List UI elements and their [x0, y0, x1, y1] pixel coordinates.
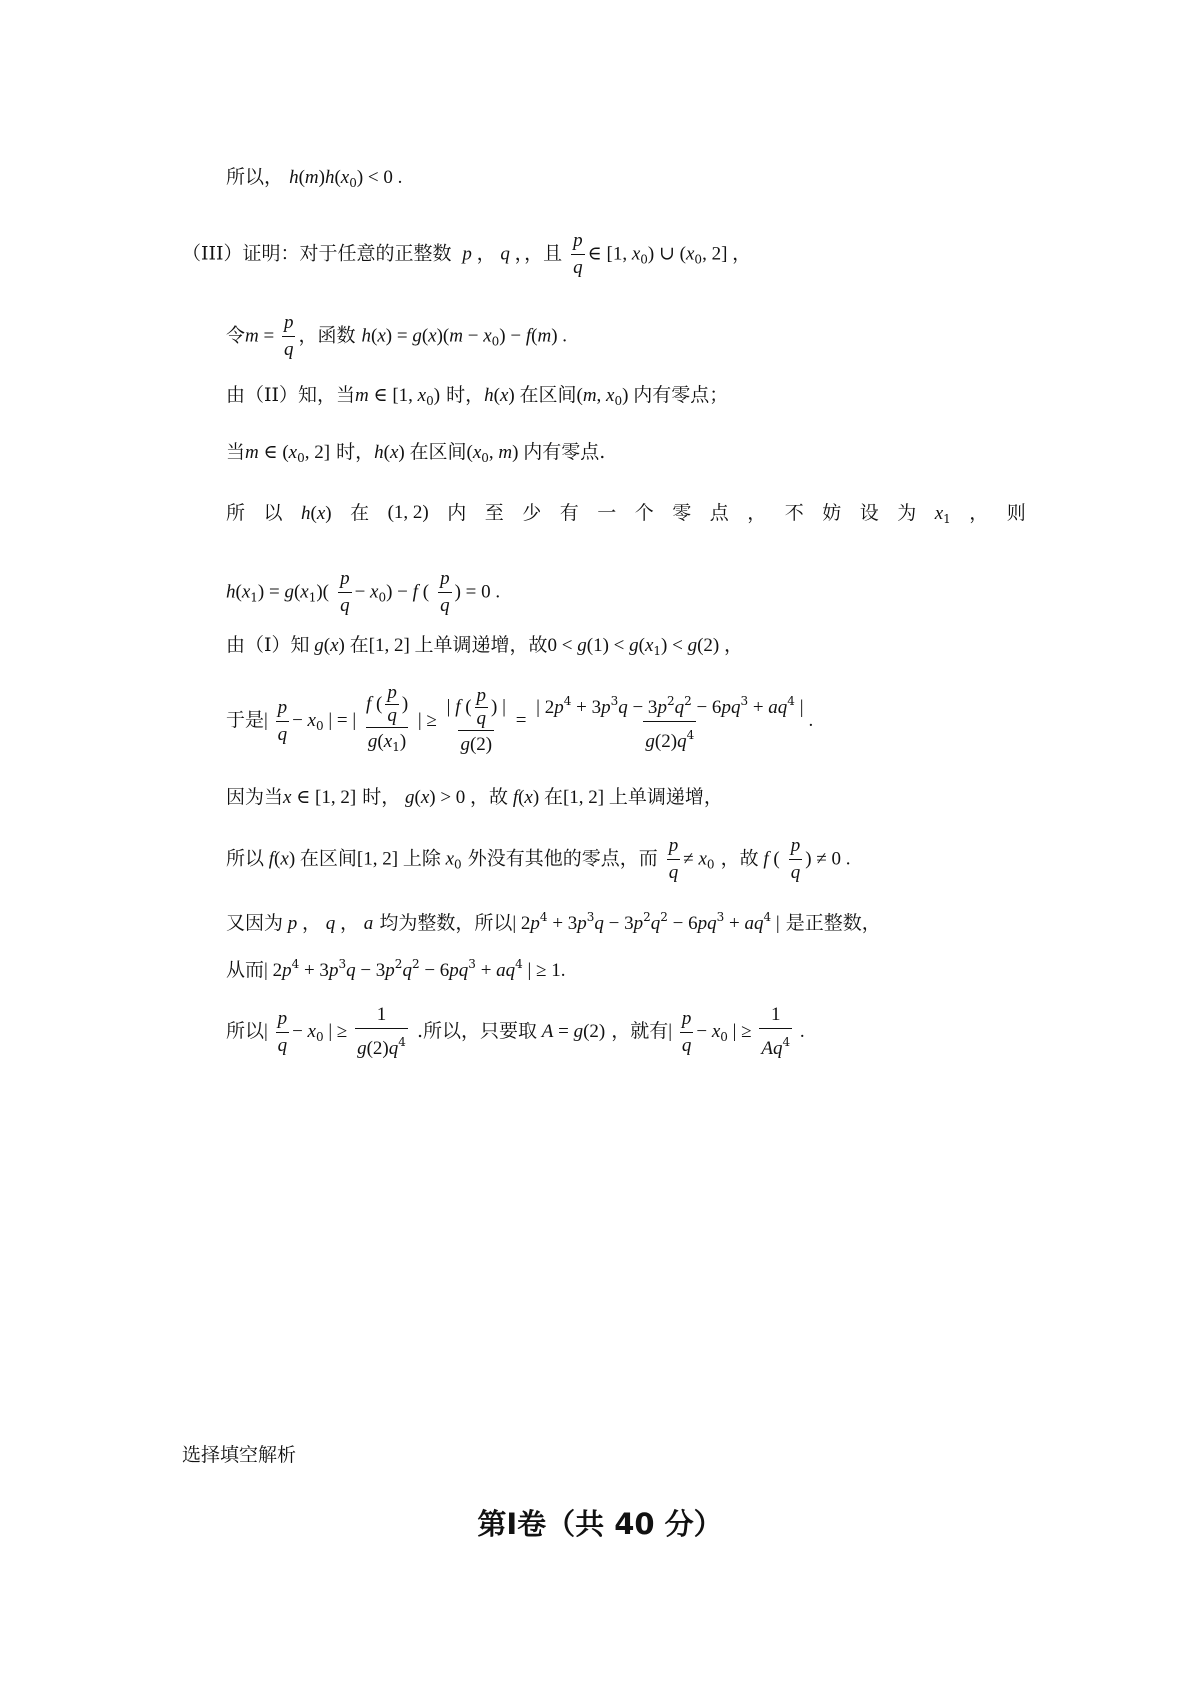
fraction: $\frac{p}{q}$ — [277, 1007, 288, 1056]
text: 于是 — [226, 709, 265, 731]
text: 因为当 — [226, 786, 284, 808]
text: 点 — [709, 502, 729, 524]
line-3: 令m = $\frac{p}{q}$ ，函数 $h(x) = g(x)(m - x_0) - f(m)$ . — [226, 312, 568, 360]
text: 在区间 — [519, 384, 577, 406]
text: 所以 — [226, 1020, 265, 1042]
text: 零 — [672, 502, 692, 524]
fraction: $\frac{| 2p^4 + 3p^3q - 3p^2q^2 - 6pq^3 + aq^4 |}{g(2)q^4}$ — [536, 693, 804, 752]
text: 时， — [446, 384, 485, 406]
text: 内有零点. — [523, 441, 606, 463]
text: 有 — [559, 502, 579, 524]
text: 则 — [1006, 502, 1026, 524]
fraction: $\frac{p}{q}$ — [283, 312, 294, 360]
text: 在 — [350, 502, 370, 524]
text: ，就有 — [611, 1020, 669, 1042]
fraction: f ( $\frac{p}{q}$ ) $g(x_1)$ — [364, 684, 410, 758]
text: 由（I）知 — [226, 634, 310, 656]
line-5: 当m ∈ ($x_0$, 2] 时，h(x) 在区间($x_0$, m) 内有零点. — [226, 441, 606, 465]
text: 在 — [349, 634, 369, 656]
text: 妨 — [822, 502, 842, 524]
text: 又因为 — [226, 912, 284, 934]
formula: h — [289, 167, 299, 188]
fraction: $\frac{p}{q}$ — [681, 1007, 692, 1056]
text: 上单调递增， — [608, 786, 723, 808]
text: 设 — [859, 502, 879, 524]
text: .所以，只要取 — [416, 1020, 537, 1042]
line-4: 由（II）知，当m ∈ [1, $x_0$) 时，h(x) 在区间(m, $x_0$) 内有零点； — [226, 384, 729, 408]
text: 由（II）知，当 — [226, 384, 356, 406]
section-label: 选择填空解析 — [182, 1444, 297, 1466]
text: 以 — [263, 502, 283, 524]
line-7: $h(x_1) = g(x_1)$( $\frac{p}{q}$ − $x_0) - f$ ( $\frac{p}{q}$ ) = 0 . — [226, 568, 501, 616]
volume-title: 第Ⅰ卷（共 40 分） — [477, 1507, 723, 1541]
line-12: 又因为 p ， q ， a 均为整数，所以| $2p^4 + 3p^3q - 3p^2q^2 - 6pq^3 + aq^4$ | 是正整数， — [226, 910, 881, 934]
text: 上单调递增，故 — [414, 634, 548, 656]
text: 内 — [447, 502, 467, 524]
line-10: 因为当x ∈ [1, 2] 时， g(x) > 0 ，故 f(x) 在[1, 2] 上单调递增， — [226, 786, 723, 808]
fraction: $\frac{p}{q}$ — [277, 696, 288, 745]
line-1: 所以， $h(m)h(x_0) < 0$ . — [226, 166, 403, 190]
text: 时， — [362, 786, 401, 808]
text: 在区间 — [409, 441, 467, 463]
line-8: 由（I）知 g(x) 在[1, 2] 上单调递增，故$0 < g(1) < g(x_1) < g(2)$ ， — [226, 634, 743, 658]
text: 不 — [784, 502, 804, 524]
formula: $x_1$ — [934, 503, 951, 526]
fraction: $\frac{p}{q}$ — [340, 568, 350, 616]
text: 一 — [597, 502, 617, 524]
line-9: 于是| $\frac{p}{q}$ − $x_0$ | = | f ( $\frac{p}{q}$ ) $g(x_1)$ | ≥ | f ( $\frac{p}{q}$ ) | g(2) = $\frac{| 2p^4 + 3p^3q - 3p^2q^2 - 6pq^3 + aq^4 |}{g(2)q^4}$ . — [226, 684, 1026, 758]
text: 在区间 — [299, 847, 357, 870]
text: （III）证明：对于任意的正整数 — [182, 242, 452, 265]
line-11: 所以 f(x) 在区间[1, 2] 上除 $x_0$ 外没有其他的零点，而 $\frac{p}{q}$ ≠ $x_0$ ，故 f ( $\frac{p}{q}$ ) ≠ 0 . — [226, 835, 851, 883]
fraction: $\frac{p}{q}$ — [668, 835, 679, 883]
fraction: $\frac{p}{q}$ — [440, 568, 450, 616]
line-6 — [226, 500, 1026, 532]
line-13: 从而| $2p^4 + 3p^3q - 3p^2q^2 - 6pq^3 + aq^4$ | ≥ 1. — [226, 957, 566, 981]
text: 个 — [634, 502, 654, 524]
fraction: $\frac{p}{q}$ — [573, 230, 583, 278]
text: 当 — [226, 441, 246, 463]
text: 从而 — [226, 959, 265, 981]
formula: h(x) — [301, 503, 332, 524]
fraction: $\frac{p}{q}$ — [790, 835, 801, 883]
line-14: 所以| $\frac{p}{q}$ − $x_0$ | ≥ $\frac{1}{g(2)q^4}$ .所以，只要取 A = g(2) ，就有| $\frac{p}{q}$ − $x_0$ | ≥ $\frac{1}{Aq^4}$ . — [226, 1004, 805, 1059]
text: ， — [969, 502, 989, 524]
text: 外没有其他的零点，而 — [467, 847, 658, 870]
text: ，故 — [470, 786, 509, 808]
text: 是正整数， — [785, 912, 881, 934]
text: 少 — [522, 502, 542, 524]
text: ， — [747, 502, 767, 524]
text: 均为整数，所以 — [379, 912, 513, 934]
line-2: （III）证明：对于任意的正整数 p ， q ，，且 $\frac{p}{q}$ ∈ [1, $x_0$) ∪ ($x_0$, 2] ， — [182, 230, 752, 278]
text: ，且 — [524, 242, 563, 265]
text: 在 — [543, 786, 563, 808]
text: 所 — [226, 502, 246, 524]
text: 至 — [484, 502, 504, 524]
formula: (1, 2) — [387, 502, 429, 523]
text: 所以 — [226, 847, 265, 870]
text: 为 — [897, 502, 917, 524]
text: 所以， — [226, 166, 284, 188]
fraction: $\frac{1}{Aq^4}$ — [761, 1004, 791, 1059]
fraction: $\frac{1}{g(2)q^4}$ — [357, 1004, 406, 1059]
text: 令 — [226, 324, 246, 347]
text: ，函数 — [298, 324, 356, 347]
text: ，故 — [720, 847, 759, 870]
text: 内有零点； — [633, 384, 729, 406]
text: 时， — [336, 441, 375, 463]
text: 上除 — [402, 847, 441, 870]
fraction: | f ( $\frac{p}{q}$ ) | g(2) — [446, 684, 506, 755]
